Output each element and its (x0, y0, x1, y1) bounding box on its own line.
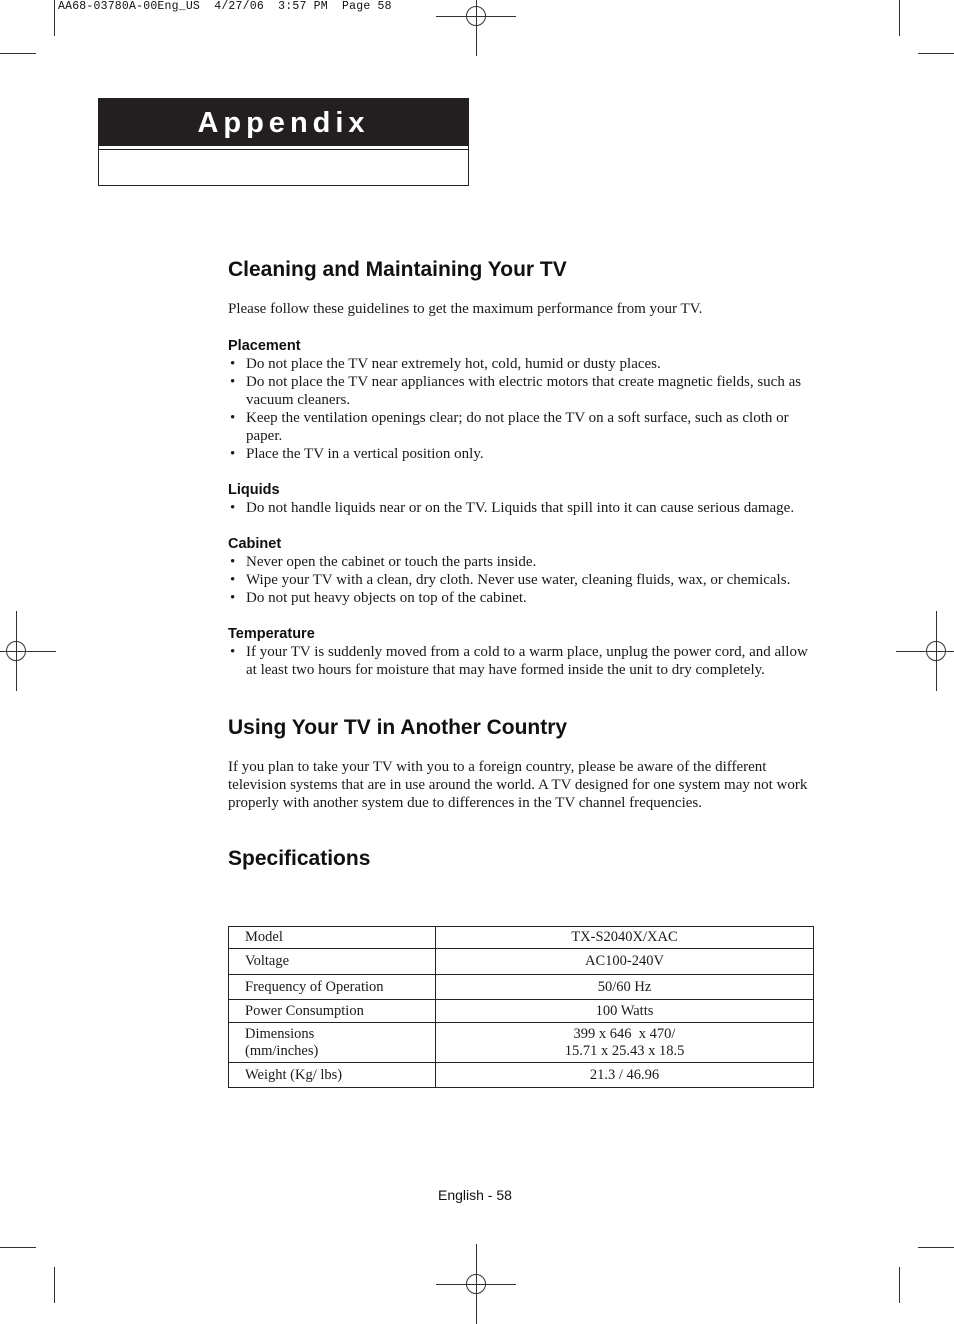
crop-mark (54, 0, 55, 36)
cabinet-list (228, 553, 818, 607)
temperature-heading: Temperature (228, 626, 315, 642)
page-number: English - 58 (438, 1187, 512, 1203)
country-heading: Using Your TV in Another Country (228, 716, 568, 739)
spec-value: 100 Watts (436, 1000, 814, 1023)
spec-label-line: (mm/inches) (245, 1042, 319, 1059)
crop-mark (0, 1247, 36, 1248)
cabinet-heading: Cabinet (228, 536, 282, 552)
spec-label: Weight (Kg/ lbs) (229, 1063, 436, 1088)
spec-value-line: 15.71 x 25.43 x 18.5 (564, 1042, 685, 1059)
list-item: • Wipe your TV with a clean, dry cloth. Never use water, cleaning fluids, wax, or chemicals. (228, 571, 818, 589)
registration-mark-top (436, 0, 516, 56)
table-row (229, 1063, 814, 1088)
list-item: • Do not place the TV near appliances with electric motors that create magnetic fields, such as vacuum cleaners. (228, 373, 818, 409)
placement-heading: Placement (228, 338, 301, 354)
placement-list (228, 355, 818, 463)
spec-label: Voltage (229, 949, 436, 975)
temperature-list (228, 643, 818, 679)
list-item: • Keep the ventilation openings clear; do not place the TV on a soft surface, such as cloth or paper. (228, 409, 818, 445)
spec-value (436, 1023, 814, 1063)
list-item: • Do not handle liquids near or on the TV. Liquids that spill into it can cause serious damage. (228, 499, 818, 517)
liquids-heading: Liquids (228, 482, 280, 498)
section-title: Appendix (197, 107, 370, 139)
spec-label: Model (229, 927, 436, 949)
list-item: • Do not place the TV near extremely hot, cold, humid or dusty places. (228, 355, 818, 373)
list-item: • If your TV is suddenly moved from a cold to a warm place, unplug the power cord, and allow at least two hours for moisture that may have formed inside the unit to dry completely. (228, 643, 818, 679)
specifications-table (228, 926, 814, 1088)
table-row (229, 1000, 814, 1023)
country-text: If you plan to take your TV with you to a foreign country, please be aware of the different television systems that are in use around the world. A TV designed for one system may not work properly with another system due to differences in the TV channel frequencies. (228, 759, 808, 811)
table-row (229, 1023, 814, 1063)
cleaning-heading: Cleaning and Maintaining Your TV (228, 258, 567, 281)
crop-mark (918, 53, 954, 54)
spec-value: AC100-240V (436, 949, 814, 975)
spec-value: TX-S2040X/XAC (436, 927, 814, 949)
specifications-heading: Specifications (228, 847, 371, 870)
spec-label: Power Consumption (229, 1000, 436, 1023)
printer-slug: AA68-03780A-00Eng_US 4/27/06 3:57 PM Page 58 (58, 0, 392, 13)
list-item: • Place the TV in a vertical position only. (228, 445, 818, 463)
crop-mark (918, 1247, 954, 1248)
spec-value: 21.3 / 46.96 (436, 1063, 814, 1088)
appendix-title-bar (99, 99, 468, 149)
table-row (229, 975, 814, 1000)
spec-value-line: 399 x 646 x 470/ (573, 1025, 676, 1042)
registration-mark-left (0, 611, 56, 691)
crop-mark (899, 1267, 900, 1303)
spec-label (229, 1023, 436, 1063)
spec-label: Frequency of Operation (229, 975, 436, 1000)
liquids-list (228, 499, 818, 517)
list-item: • Do not put heavy objects on top of the cabinet. (228, 589, 818, 607)
main-content (228, 255, 818, 874)
spec-label-line: Dimensions (245, 1025, 315, 1042)
cleaning-intro: Please follow these guidelines to get the maximum performance from your TV. (228, 301, 703, 317)
crop-mark (0, 53, 36, 54)
appendix-header (98, 98, 469, 186)
list-item: • Never open the cabinet or touch the parts inside. (228, 553, 818, 571)
table-row (229, 949, 814, 975)
registration-mark-right (896, 611, 954, 691)
registration-mark-bottom (436, 1244, 516, 1324)
crop-mark (899, 0, 900, 36)
crop-mark (54, 1267, 55, 1303)
spec-value: 50/60 Hz (436, 975, 814, 1000)
table-row (229, 927, 814, 949)
